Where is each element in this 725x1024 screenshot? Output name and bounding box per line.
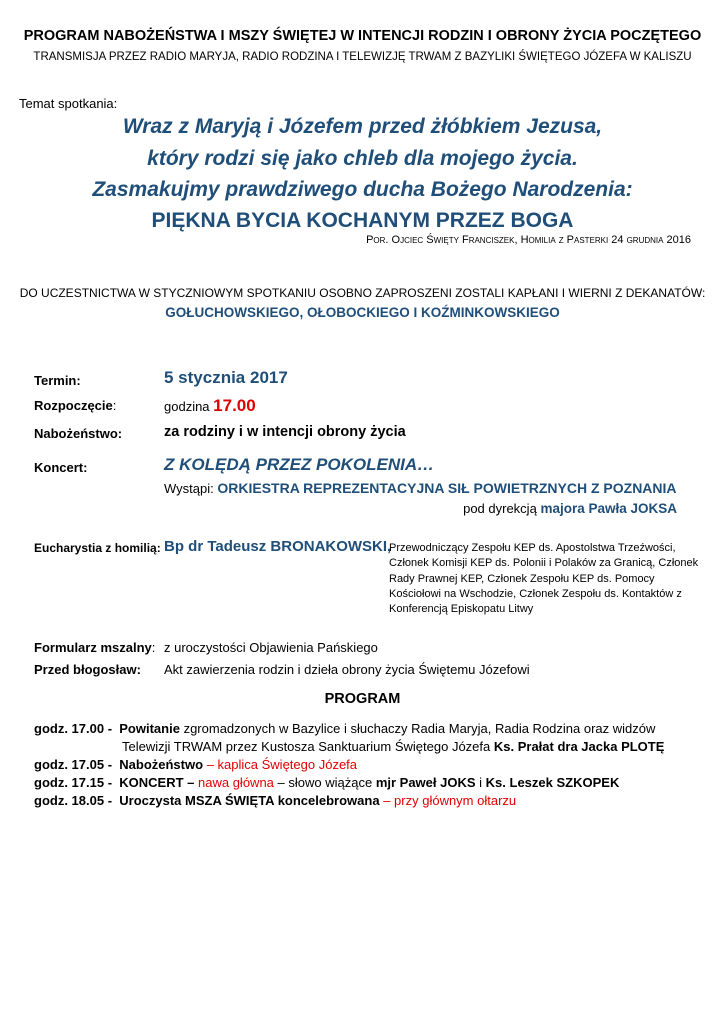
- program-time: godz. 17.15 -: [34, 775, 113, 790]
- program-item-text-2: Telewizji TRWAM przez Kustosza Sanktuarium Świętego Józefa: [122, 739, 491, 754]
- program-item-title: Powitanie: [119, 721, 180, 736]
- concert-label: Koncert:: [34, 460, 88, 475]
- document-subtitle: TRANSMISJA PRZEZ RADIO MARYJA, RADIO RODZINA I TELEWIZJĘ TRWAM Z BAZYLIKI ŚWIĘTEGO JÓZEFA W KALISZU: [33, 51, 692, 63]
- service-value: za rodziny i w intencji obrony życia: [164, 424, 406, 440]
- invitation-text: DO UCZESTNICTWA W STYCZNIOWYM SPOTKANIU OSOBNO ZAPROSZENI ZOSTALI KAPŁANI I WIERNI Z DEKANATÓW:: [19, 286, 706, 300]
- program-item-3: [34, 775, 619, 790]
- conductor: majora Pawła JOKSA: [540, 501, 677, 516]
- deaneries: GOŁUCHOWSKIEGO, OŁOBOCKIEGO I KOŹMINKOWSKIEGO: [165, 305, 560, 320]
- start-label-row: [34, 398, 116, 413]
- performers: ORKIESTRA REPREZENTACYJNA SIŁ POWIETRZNYCH Z POZNANIA: [217, 480, 677, 496]
- document-title: PROGRAM NABOŻEŃSTWA I MSZY ŚWIĘTEJ W INTENCJI RODZIN I OBRONY ŻYCIA POCZĘTEGO: [23, 28, 702, 44]
- performers-prefix: Wystąpi:: [164, 481, 214, 496]
- blessing-label: Przed błogosław:: [34, 662, 141, 677]
- program-item-2: [34, 757, 357, 772]
- program-time: godz. 18.05 -: [34, 793, 113, 808]
- program-item-title: KONCERT –: [119, 775, 195, 790]
- program-item-1-cont: [122, 739, 664, 754]
- program-item-place: nawa główna: [198, 775, 274, 790]
- theme-line-2: który rodzi się jako chleb dla mojego życia.: [147, 147, 578, 170]
- start-time: 17.00: [213, 396, 256, 415]
- performers-row: [164, 480, 677, 496]
- program-dash: –: [383, 793, 391, 808]
- program-item-4: [34, 793, 516, 808]
- program-and: i: [479, 775, 483, 790]
- formulary-colon: :: [151, 640, 156, 655]
- concert-title: Z KOLĘDĄ PRZEZ POKOLENIA…: [164, 455, 435, 474]
- start-label: Rozpoczęcie: [34, 398, 113, 413]
- program-item-person: mjr Paweł JOKS: [375, 775, 476, 790]
- termin-value: 5 stycznia 2017: [164, 368, 288, 387]
- bishop-name: Bp dr Tadeusz BRONAKOWSKI,: [164, 538, 392, 555]
- program-item-person: Ks. Prałat dra Jacka PLOTĘ: [493, 739, 665, 754]
- program-item-text: – słowo wiążące: [277, 775, 373, 790]
- start-prefix: godzina: [164, 399, 210, 414]
- start-value: [164, 396, 256, 416]
- eucharist-label: Eucharystia z homilią:: [34, 541, 161, 555]
- program-dash: –: [206, 757, 214, 772]
- service-label: Nabożeństwo:: [34, 426, 123, 441]
- formulary-label: Formularz mszalny: [34, 640, 152, 655]
- theme-line-3: Zasmakujmy prawdziwego ducha Bożego Narodzenia:: [92, 178, 633, 201]
- formulary-value: z uroczystości Objawienia Pańskiego: [164, 640, 378, 655]
- termin-label: Termin:: [34, 373, 81, 388]
- program-item-person-2: Ks. Leszek SZKOPEK: [485, 775, 620, 790]
- program-item-text: zgromadzonych w Bazylice i słuchaczy Radia Maryja, Radia Rodzina oraz widzów: [183, 721, 656, 736]
- theme-source: Por. Ojciec Święty Franciszek, Homilia z Pasterki 24 grudnia 2016: [366, 234, 691, 246]
- conductor-prefix: pod dyrekcją: [463, 501, 537, 516]
- formulary-label-row: [34, 640, 155, 655]
- program-item-place: kaplica Świętego Józefa: [217, 757, 358, 772]
- theme-line-4: PIĘKNA BYCIA KOCHANYM PRZEZ BOGA: [151, 209, 574, 232]
- program-item-title: Uroczysta MSZA ŚWIĘTA koncelebrowana: [119, 793, 380, 808]
- bishop-description: Przewodniczący Zespołu KEP ds. Apostolstwa Trzeźwości, Członek Komisji KEP ds. Polonii i Polaków za Granicą, Członek Rady Prawnej KEP, Członek Zespołu KEP ds. Pomocy Kościołowi na Wschodzie, Członek Zespołu ds. Kontaktów z Konferencją Episkopatu Litwy: [389, 542, 699, 616]
- program-item-place: przy głównym ołtarzu: [394, 793, 517, 808]
- program-item-1: [34, 721, 655, 736]
- program-item-title: Nabożeństwo: [119, 757, 204, 772]
- program-title: PROGRAM: [324, 691, 401, 707]
- blessing-value: Akt zawierzenia rodzin i dzieła obrony życia Świętemu Józefowi: [164, 662, 530, 677]
- program-time: godz. 17.05 -: [34, 757, 113, 772]
- program-time: godz. 17.00 -: [34, 721, 113, 736]
- start-colon: :: [112, 398, 117, 413]
- theme-label: Temat spotkania:: [19, 96, 118, 111]
- conductor-row: [463, 501, 677, 516]
- theme-line-1: Wraz z Maryją i Józefem przed żłóbkiem Jezusa,: [122, 115, 603, 138]
